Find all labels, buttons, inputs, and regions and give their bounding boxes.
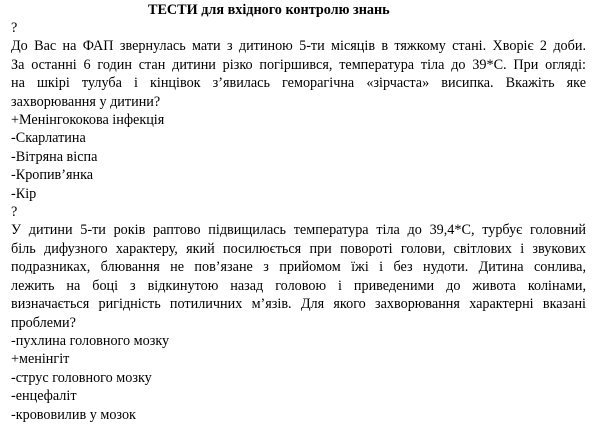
question-2-line: проблеми? xyxy=(11,314,76,331)
question-1-line: За останні 6 годин стан дитини різко погіршився, температура тіла до 39*С. При огляді: xyxy=(11,56,586,73)
question-1-option: +Менінгококова інфекція xyxy=(11,112,165,129)
question-1-option: -Кропив’янка xyxy=(11,167,94,184)
question-1-marker: ? xyxy=(11,20,18,36)
question-2-option: -крововилив у мозок xyxy=(11,406,136,423)
question-2-line: подразниках, блювання не пов’язане з прийомом їжі і без нудоти. Дитина сонлива, xyxy=(11,259,586,276)
question-2-line: визначається ригідність потиличних м’язів. Для якого захворювання характерні вказані xyxy=(11,296,586,313)
question-2-option: +менінгіт xyxy=(11,351,70,368)
question-2-option: -енцефаліт xyxy=(11,388,77,405)
question-2-option: -пухлина головного мозку xyxy=(11,332,170,349)
question-1-text xyxy=(11,37,586,111)
question-1-line: До Вас на ФАП звернулась мати з дитиною 5-ти місяців в тяжкому стані. Хворіє 2 доби. xyxy=(11,38,586,55)
question-1-option: -Кір xyxy=(11,185,37,202)
question-1-option: -Скарлатина xyxy=(11,130,86,147)
question-1-line: захворювання у дитини? xyxy=(11,93,161,110)
question-2-line: лежить на боці з відкинутою назад головою і приведеними до живота колінами, xyxy=(11,277,586,294)
question-2-marker: ? xyxy=(11,204,18,221)
question-2-line: біль дифузного характеру, який посилюється при повороті голови, світлових і звукових xyxy=(11,240,586,257)
question-2-option: -струс головного мозку xyxy=(11,369,152,386)
question-2-line: У дитини 5-ти років раптово підвищилась температура тіла до 39,4*С, турбує головний xyxy=(11,222,586,239)
document-title: ТЕСТИ для вхідного контролю знань xyxy=(148,2,390,18)
question-2-text xyxy=(11,221,586,331)
question-1-option: -Вітряна віспа xyxy=(11,148,98,165)
question-1-line: на шкірі тулуба і кінцівок з’явилась геморагічна «зірчаста» висипка. Вкажіть яке xyxy=(11,75,586,92)
